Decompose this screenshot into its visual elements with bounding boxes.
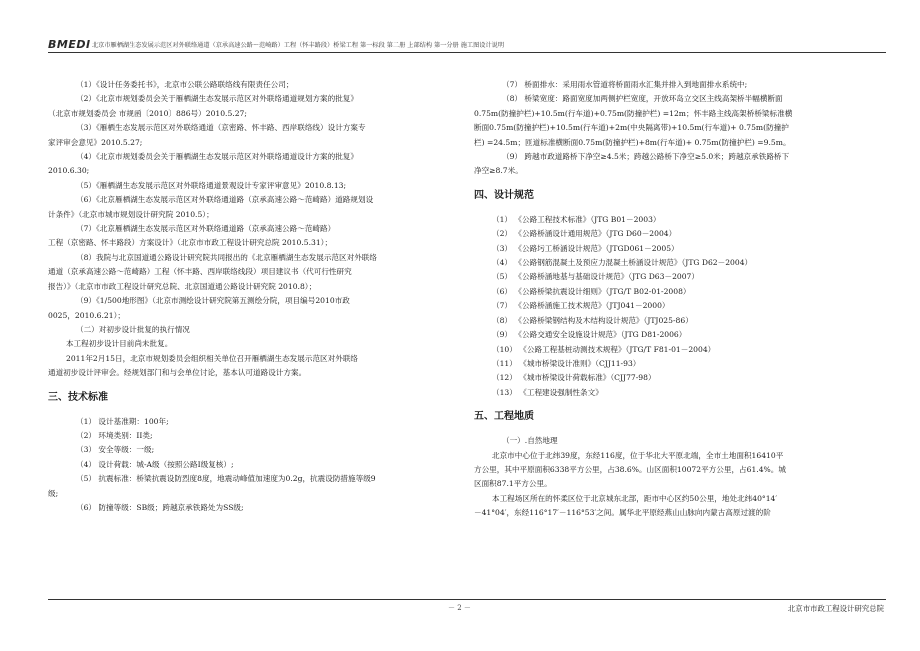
standard-item: （3） 《公路圬工桥涵设计规范》（JTGD061－2005）: [492, 243, 679, 253]
section-heading-tech-standards: 三、技术标准: [48, 391, 108, 403]
paragraph: 2011年2月15日，北京市规划委员会组织相关单位召开雁栖湖生态发展示范区对外联络: [66, 353, 359, 363]
tech-item: （1） 设计基准期：100年;: [76, 416, 169, 426]
ref-line: （9）《1/500地形图》（北京市测绘设计研究院第五测绘分院，项目编号2010市政: [76, 296, 350, 306]
tech-item: 0.75m(防撞护栏)+10.5m(行车道)+0.75m(防撞护栏) =12m；怀丰路主线高架桥桥梁标准横: [474, 108, 793, 118]
bmedi-logo: BMEDI: [48, 38, 91, 51]
standard-item: （1） 《公路工程技术标准》（JTG B01－2003）: [492, 214, 661, 224]
ref-line: （北京市规划委员会 市规函〔2010〕886号）2010.5.27;: [48, 108, 247, 118]
ref-line: （3）《雁栖生态发展示范区对外联络通道（京密路、怀丰路、西岸联络线）设计方案专: [76, 123, 366, 133]
ref-line: （6）《北京雁栖湖生态发展示范区对外联络通道路（京承高速公路～范崎路）道路规划设: [76, 195, 374, 205]
page-number: － 2 －: [448, 604, 471, 612]
paragraph: 本工程场区所在的怀柔区位于北京城东北部，距市中心区约50公里，地处北纬40°14′: [492, 493, 778, 503]
ref-line: （2）《北京市规划委员会关于雁栖湖生态发展示范区对外联络通道规划方案的批复》: [76, 94, 358, 104]
tech-item: （6） 防撞等级：SB级；跨越京承铁路处为SS级;: [76, 502, 244, 512]
ref-line: 0025，2010.6.21）；: [48, 310, 125, 320]
right-column: [474, 78, 884, 521]
standard-item: （12） 《城市桥梁设计荷载标准》（CJJ77-98）: [492, 373, 656, 383]
footer-organization: 北京市市政工程设计研究总院: [787, 604, 884, 613]
paragraph: 区面积87.1平方公里。: [474, 479, 552, 489]
ref-line: 工程（京密路、怀丰路段）方案设计》（北京市市政工程设计研究总院 2010.5.31）；: [48, 238, 333, 248]
ref-line: （7）《北京雁栖湖生态发展示范区对外联络通道路（京承高速公路～范崎路）: [76, 224, 336, 234]
header-title: 北京市雁栖湖生态发展示范区对外联络通道（京承高速公路～范崎路）工程（怀丰路段）桥梁工程 第一标段 第二册 上部结构 第一分册 施工图设计说明: [92, 42, 505, 49]
ref-line: 家评审会意见》2010.5.27;: [48, 137, 143, 147]
ref-line: （4）《北京市规划委员会关于雁栖湖生态发展示范区对外联络通道设计方案的批复》: [76, 152, 358, 162]
page-header: [48, 38, 886, 52]
standard-item: （13） 《工程建设强制性条文》: [492, 387, 603, 397]
ref-line: 报告）》（北京市市政工程设计研究总院、北京国道通公路设计研究院 2010.8）；: [48, 281, 317, 291]
footer-rule: [48, 599, 886, 600]
tech-item: 栏) =24.5m；匝道标准横断面0.75m(防撞护栏)+8m(行车道)+ 0.75m(防撞护栏) =9.5m。: [474, 137, 791, 147]
left-column: [48, 78, 448, 515]
header-rule: [48, 52, 886, 53]
standard-item: （10） 《公路工程基桩动测技术规程》（JTG/T F81-01－2004）: [492, 344, 716, 354]
paragraph: 方公里，其中平原面积6338平方公里，占38.6%。山区面积10072平方公里，占61.4%。城: [474, 464, 786, 474]
tech-item: （7） 桥面排水：采用雨水管道将桥面雨水汇集并排入到地面排水系统中;: [502, 80, 748, 89]
standard-item: （7） 《公路桥涵施工技术规范》（JTJ041－2000）: [492, 301, 670, 311]
tech-item: （8） 桥梁宽度：路面宽度加两侧护栏宽度，开放环岛立交区主线高架桥半幅横断面: [502, 94, 783, 104]
standard-item: （4） 《公路钢筋混凝土及预应力混凝土桥涵设计规范》（JTG D62－2004）: [492, 258, 753, 268]
tech-item: （5） 抗震标准：桥梁抗震设防烈度8度，地震动峰值加速度为0.2g，抗震设防措施等级9: [76, 474, 376, 484]
tech-item: 净空≥8.7米。: [474, 166, 523, 176]
standard-item: （11） 《城市桥梁设计准则》（CJJ11-93）: [492, 358, 641, 368]
standard-item: （9） 《公路交通安全设施设计规范》（JTG D81-2006）: [492, 330, 687, 340]
paragraph: 通道初步设计评审会。经规划部门和与会单位讨论，基本认可道路设计方案。: [48, 368, 307, 378]
ref-line: 计条件》（北京市城市规划设计研究院 2010.5）；: [48, 209, 214, 219]
tech-item: （2） 环境类别：II类;: [76, 430, 153, 440]
subsection-title: （二）对初步设计批复的执行情况: [76, 324, 190, 334]
ref-line: 通道（京承高速公路～范崎路）工程（怀丰路、西岸联络线段）项目建议书（代可行性研究: [48, 267, 352, 277]
standard-item: （2） 《公路桥涵设计通用规范》（JTG D60－2004）: [492, 229, 677, 239]
ref-line: （5）《雁栖湖生态发展示范区对外联络通道景观设计专家评审意见》2010.8.13;: [76, 180, 347, 190]
ref-line: 2010.6.30;: [48, 166, 90, 176]
section-heading-geology: 五、工程地质: [474, 411, 534, 423]
paragraph: 北京市中心位于北纬39度，东经116度，位于华北大平原北端，全市土地面积16410平: [492, 450, 784, 460]
paragraph: －41°04′，东经116°17′－116°53′之间。属华北平原经燕山山脉向内蒙古高原过渡的阶: [474, 508, 771, 518]
tech-item: 级;: [48, 488, 59, 498]
ref-line: （1）《设计任务委托书》，北京市公联公路联络线有限责任公司；: [76, 80, 294, 89]
tech-item: （9） 跨越市政道路桥下净空≥4.5米；跨越公路桥下净空≥5.0米；跨越京承铁路桥下: [502, 152, 790, 162]
tech-item: 断面0.75m(防撞护栏)+10.5m(行车道)+2m(中央隔离带)+10.5m(行车道)+ 0.75m(防撞护: [474, 123, 789, 133]
subsection-title: （一）.自然地理: [502, 436, 558, 446]
standard-item: （5） 《公路桥涵地基与基础设计规范》（JTG D63－2007）: [492, 272, 699, 282]
ref-line: （8）我院与北京国道通公路设计研究院共同报出的《北京雁栖湖生态发展示范区对外联络: [76, 252, 377, 262]
paragraph: 本工程初步设计目前尚未批复。: [66, 339, 173, 349]
tech-item: （4） 设计荷载：城-A级（按照公路Ⅰ级复核）;: [76, 459, 234, 469]
section-heading-design-codes: 四、设计规范: [474, 189, 534, 201]
standard-item: （8） 《公路桥梁钢结构及木结构设计规范》（JTJ025-86）: [492, 315, 693, 325]
tech-item: （3） 安全等级：一级;: [76, 445, 155, 455]
standard-item: （6） 《公路桥梁抗震设计细则》（JTG/T B02-01-2008）: [492, 286, 691, 296]
